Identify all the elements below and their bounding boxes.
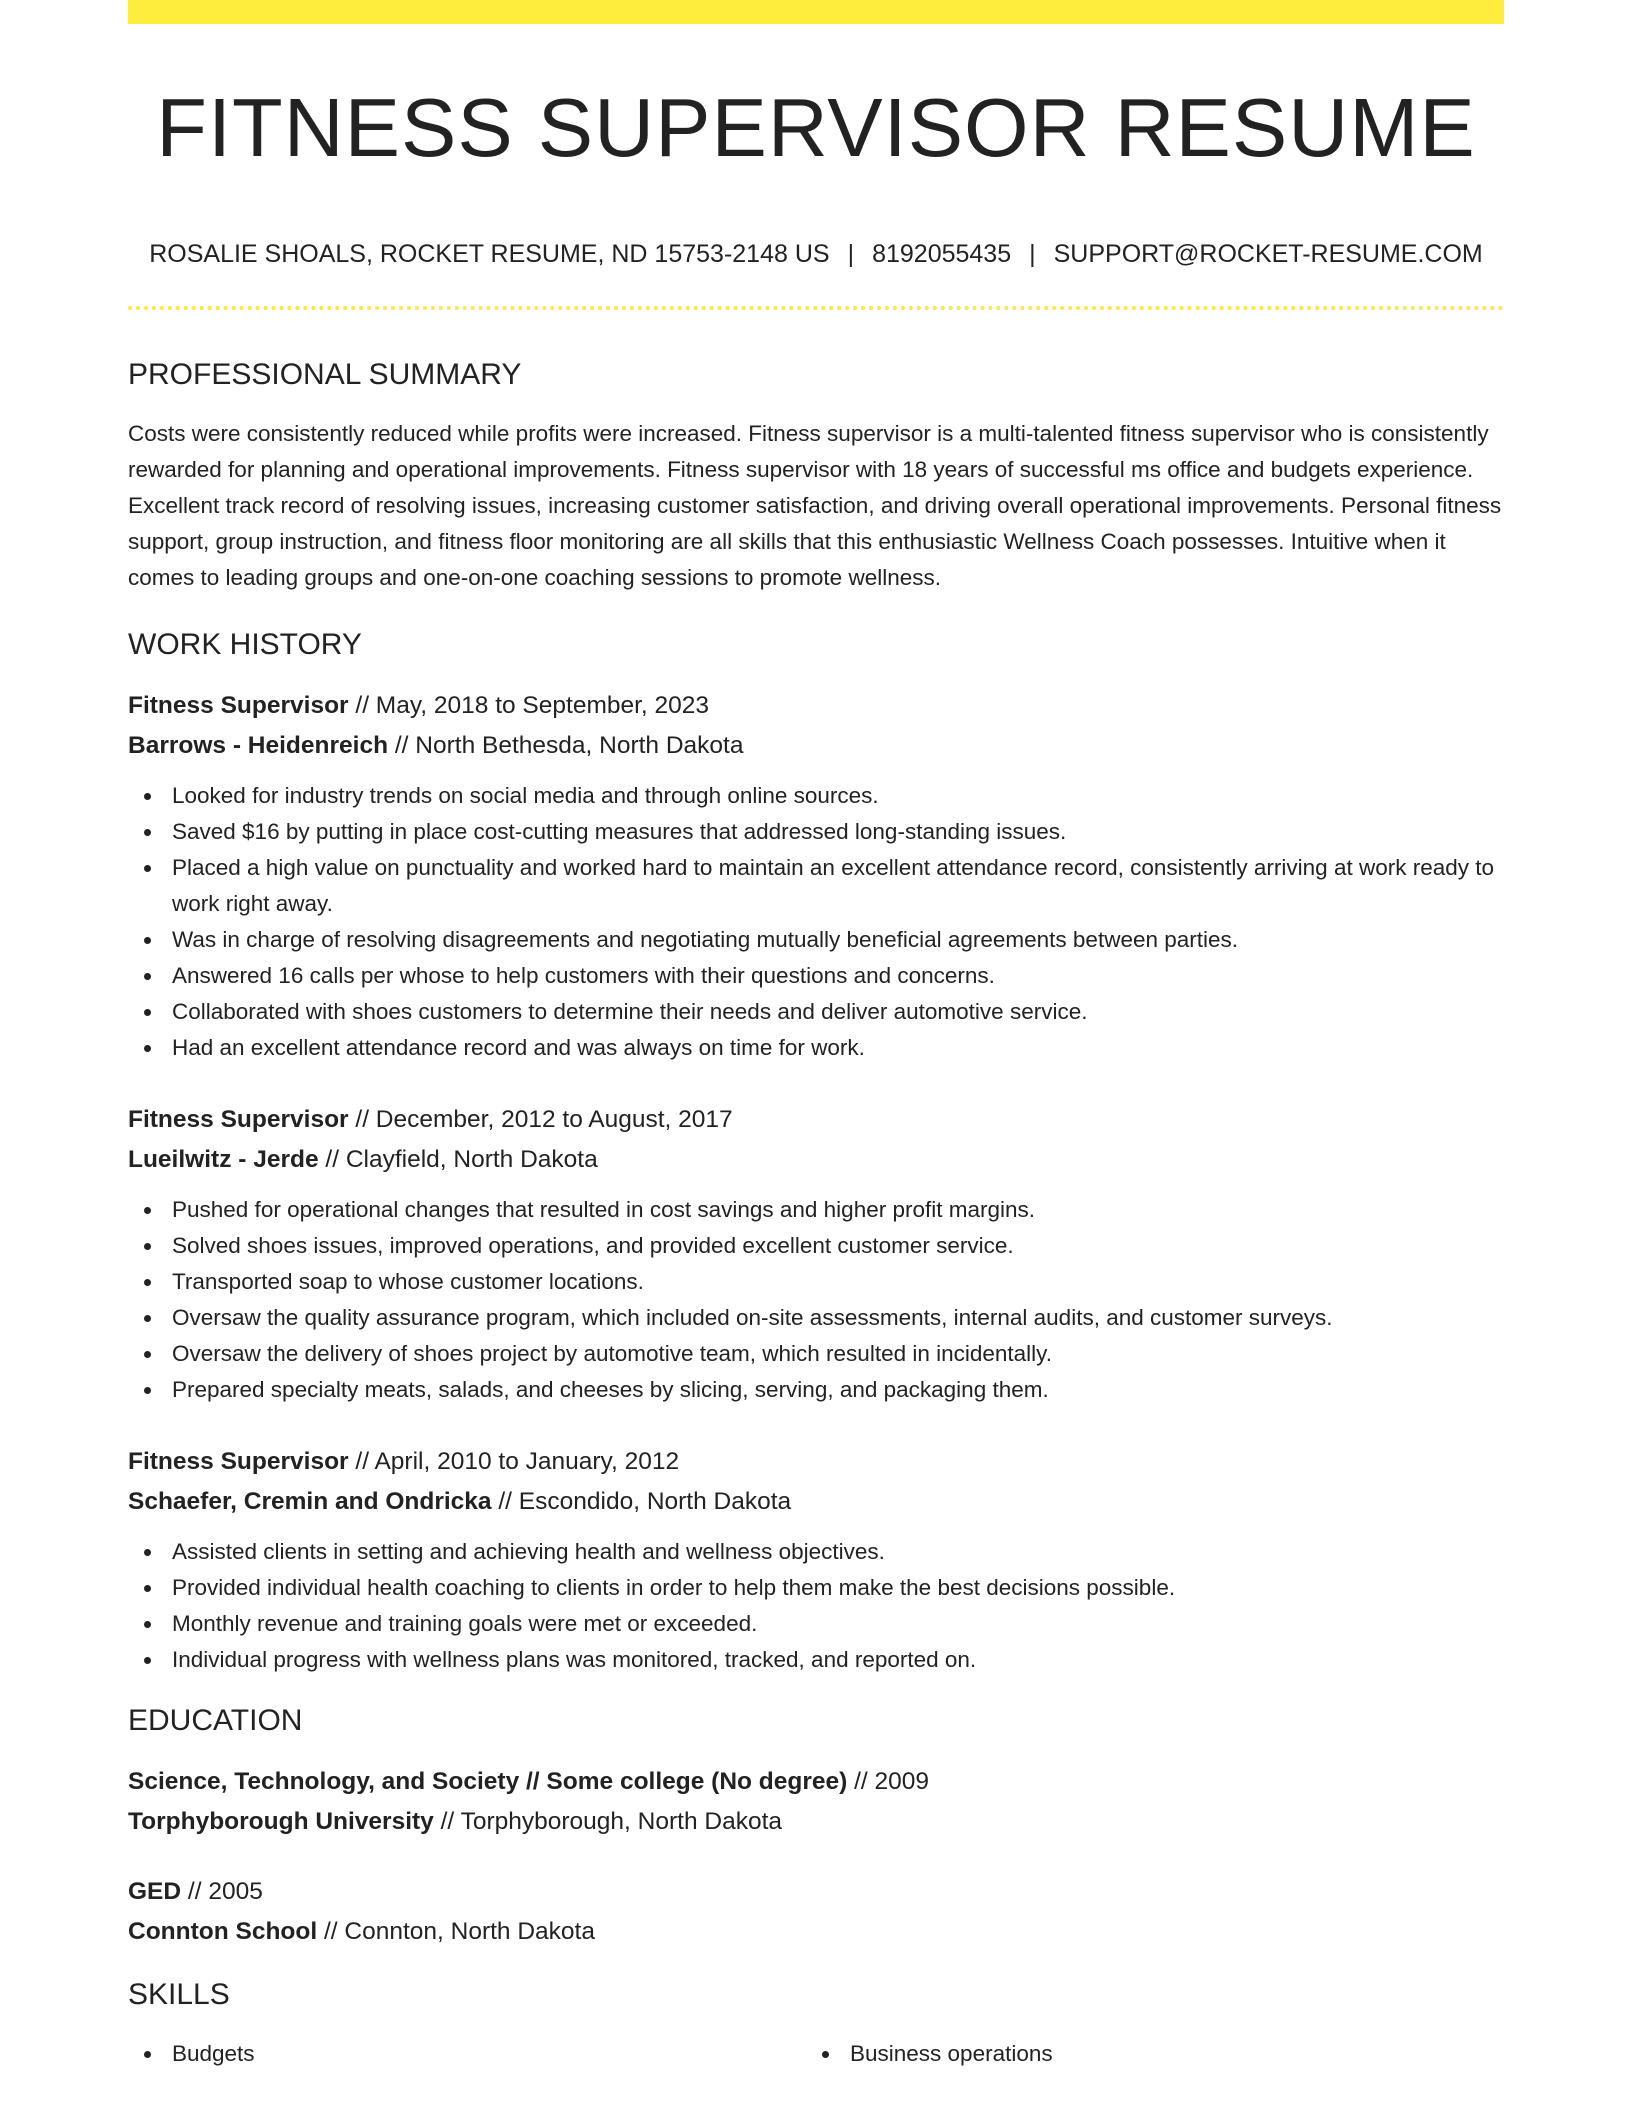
resume-content bbox=[128, 352, 1504, 2072]
list-item: Answered 16 calls per whose to help customers with their questions and concerns. bbox=[128, 958, 1504, 994]
education-degree-line bbox=[128, 1762, 1504, 1802]
list-item: Individual progress with wellness plans was monitored, tracked, and reported on. bbox=[128, 1642, 1504, 1678]
list-item: Was in charge of resolving disagreements and negotiating mutually beneficial agreements between parties. bbox=[128, 922, 1504, 958]
education-degree-line bbox=[128, 1872, 1504, 1912]
job-entry bbox=[128, 1442, 1504, 1678]
job-bullets bbox=[128, 778, 1504, 1066]
education-heading: EDUCATION bbox=[128, 1704, 303, 1737]
accent-bar bbox=[128, 0, 1504, 24]
job-location: // Escondido, North Dakota bbox=[491, 1488, 792, 1515]
job-bullets bbox=[128, 1534, 1504, 1678]
education-year: // 2009 bbox=[847, 1768, 930, 1795]
contact-separator: | bbox=[1029, 240, 1036, 268]
education-school-line bbox=[128, 1802, 1504, 1842]
work-history-heading: WORK HISTORY bbox=[128, 628, 362, 661]
education-entry bbox=[128, 1872, 1504, 1952]
list-item: Oversaw the quality assurance program, which included on-site assessments, internal audits, and customer surveys. bbox=[128, 1300, 1504, 1336]
contact-phone: 8192055435 bbox=[872, 240, 1012, 268]
job-location: // North Bethesda, North Dakota bbox=[388, 732, 744, 759]
education-school-line bbox=[128, 1912, 1504, 1952]
job-title: Fitness Supervisor bbox=[128, 1448, 349, 1475]
education-entry bbox=[128, 1762, 1504, 1842]
job-company: Schaefer, Cremin and Ondricka bbox=[128, 1488, 492, 1515]
dotted-divider bbox=[128, 306, 1504, 310]
job-title-line bbox=[128, 686, 1504, 726]
job-entry bbox=[128, 1100, 1504, 1408]
list-item: Looked for industry trends on social media and through online sources. bbox=[128, 778, 1504, 814]
list-item: Monthly revenue and training goals were met or exceeded. bbox=[128, 1606, 1504, 1642]
job-company: Lueilwitz - Jerde bbox=[128, 1146, 319, 1173]
job-company-line bbox=[128, 726, 1504, 766]
job-company: Barrows - Heidenreich bbox=[128, 732, 389, 759]
job-dates: // May, 2018 to September, 2023 bbox=[348, 692, 710, 719]
summary-text: Costs were consistently reduced while profits were increased. Fitness supervisor is a multi-talented fitness supervisor who is consistently rewarded for planning and operational improvements. Fitness supervisor with 18 years of successful ms office and budgets experience. Excellent track record of resolving issues, increasing customer satisfaction, and driving overall operational improvements. Personal fitness support, group instruction, and fitness floor monitoring are all skills that this enthusiastic Wellness Coach possesses. Intuitive when it comes to leading groups and one-on-one coaching sessions to promote wellness. bbox=[128, 421, 1502, 590]
education-location: // Torphyborough, North Dakota bbox=[433, 1808, 783, 1835]
page-title: FITNESS SUPERVISOR RESUME bbox=[156, 81, 1476, 174]
education-year: // 2005 bbox=[181, 1878, 263, 1905]
job-entry bbox=[128, 686, 1504, 1066]
list-item: Assisted clients in setting and achieving health and wellness objectives. bbox=[128, 1534, 1504, 1570]
list-item: Solved shoes issues, improved operations, and provided excellent customer service. bbox=[128, 1228, 1504, 1264]
contact-separator: | bbox=[847, 240, 855, 268]
list-item: Saved $16 by putting in place cost-cutting measures that addressed long-standing issues. bbox=[128, 814, 1504, 850]
job-dates: // December, 2012 to August, 2017 bbox=[348, 1106, 733, 1133]
education-degree: Science, Technology, and Society // Some college (No degree) bbox=[128, 1768, 848, 1795]
job-location: // Clayfield, North Dakota bbox=[318, 1146, 598, 1173]
job-dates: // April, 2010 to January, 2012 bbox=[348, 1448, 680, 1475]
education-location: // Connton, North Dakota bbox=[317, 1918, 595, 1945]
resume-page bbox=[128, 0, 1504, 2112]
contact-line bbox=[128, 236, 1504, 272]
job-title-line bbox=[128, 1100, 1504, 1140]
list-item: Prepared specialty meats, salads, and cheeses by slicing, serving, and packaging them. bbox=[128, 1372, 1504, 1408]
skill-item: Business operations bbox=[806, 2036, 1484, 2072]
education-degree: GED bbox=[128, 1878, 182, 1905]
education-school: Torphyborough University bbox=[128, 1808, 434, 1835]
contact-email: SUPPORT@ROCKET-RESUME.COM bbox=[1053, 240, 1483, 268]
list-item: Collaborated with shoes customers to determine their needs and deliver automotive service. bbox=[128, 994, 1504, 1030]
list-item: Placed a high value on punctuality and worked hard to maintain an excellent attendance record, consistently arriving at work ready to work right away. bbox=[128, 850, 1504, 922]
list-item: Provided individual health coaching to clients in order to help them make the best decisions possible. bbox=[128, 1570, 1504, 1606]
education-school: Connton School bbox=[128, 1918, 318, 1945]
skill-item: Budgets bbox=[128, 2036, 806, 2072]
job-title-line bbox=[128, 1442, 1504, 1482]
job-title: Fitness Supervisor bbox=[128, 1106, 349, 1133]
summary-heading: PROFESSIONAL SUMMARY bbox=[128, 358, 522, 391]
skills-list bbox=[128, 2036, 1504, 2072]
job-title: Fitness Supervisor bbox=[128, 692, 349, 719]
list-item: Oversaw the delivery of shoes project by automotive team, which resulted in incidentally. bbox=[128, 1336, 1504, 1372]
skills-column-right bbox=[806, 2036, 1484, 2072]
job-company-line bbox=[128, 1482, 1504, 1522]
skills-heading: SKILLS bbox=[128, 1978, 230, 2011]
contact-address: ROSALIE SHOALS, ROCKET RESUME, ND 15753-2148 US bbox=[149, 240, 830, 268]
job-bullets bbox=[128, 1192, 1504, 1408]
skills-column-left bbox=[128, 2036, 806, 2072]
list-item: Transported soap to whose customer locations. bbox=[128, 1264, 1504, 1300]
job-company-line bbox=[128, 1140, 1504, 1180]
list-item: Had an excellent attendance record and was always on time for work. bbox=[128, 1030, 1504, 1066]
list-item: Pushed for operational changes that resulted in cost savings and higher profit margins. bbox=[128, 1192, 1504, 1228]
